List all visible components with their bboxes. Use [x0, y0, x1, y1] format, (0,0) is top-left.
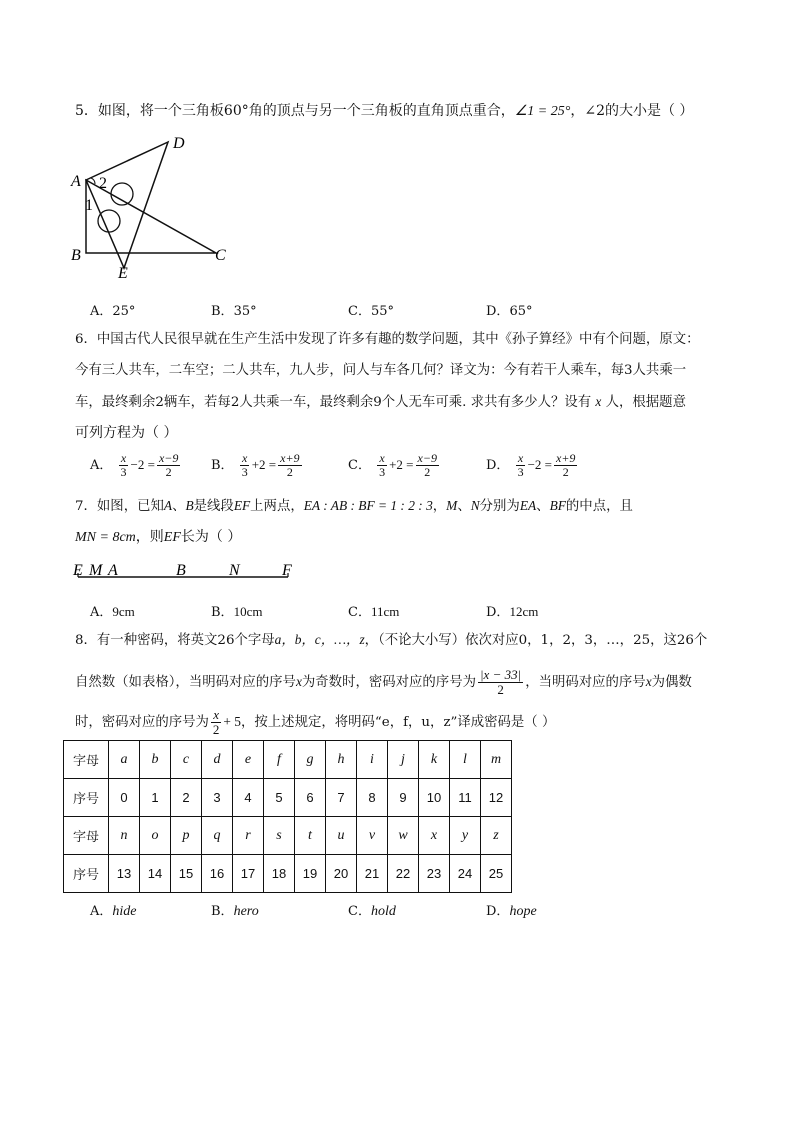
q6-line-3: 车，最终剩余2辆车，若每2人共乘一车，最终剩余9个人无车可乘. 求共有多少人？设有 x 人，根据题意 [75, 394, 686, 410]
q6-option-c[interactable]: C． $\frac{x}{3}$ +2 = $\frac{x-9}{2}$ [348, 451, 437, 479]
q5-option-d[interactable]: D．65° [486, 304, 533, 319]
q5-option-a[interactable]: A．25° [90, 304, 136, 319]
ratio-expression: EA : AB : BF = 1 : 2 : 3 [303, 498, 433, 513]
seg-F-label: F [282, 562, 292, 579]
table-header-cell: 序号 [64, 779, 109, 817]
q6-line-1: 6．中国古代人民很早就在生产生活中发现了许多有趣的数学问题，其中《孙子算经》中有个问题，原文： [75, 332, 700, 347]
q8-option-b[interactable]: B．hero [211, 904, 259, 919]
q7-option-c[interactable]: C．11cm [348, 604, 400, 620]
q5-figure [66, 132, 236, 282]
table-header-cell: 序号 [64, 855, 109, 893]
q8-line-1: 8．有一种密码，将英文26个字母a，b，c，…，z，（不论大小写）依次对应0，1，2，3，…，25，这26个 [75, 632, 708, 648]
q8-option-a[interactable]: A．hide [90, 904, 137, 919]
angle-1-label: 1 [85, 197, 93, 214]
q8-option-d[interactable]: D．hope [486, 904, 537, 919]
q7-option-a[interactable]: A．9cm [90, 604, 135, 620]
table-row: 字母 n o p q r s t u v w x y z [64, 817, 512, 855]
even-formula: $\frac{x}{2}$ [212, 707, 220, 737]
q7-option-d[interactable]: D．12cm [486, 604, 539, 620]
q7-segment-figure [70, 558, 310, 588]
seg-M-label: M [89, 562, 103, 579]
point-B-label: B [71, 247, 81, 264]
angle-2-label: 2 [99, 175, 107, 192]
table-header-cell: 字母 [64, 741, 109, 779]
q8-line-3: 时，密码对应的序号为 $\frac{x}{2}$ + 5，按上述规定，将明码“e，f，u，z”译成密码是（ ） [75, 707, 556, 737]
q8-line-2: 自然数（如表格），当明码对应的序号x为奇数时，密码对应的序号为 $\frac{|x - 33|}{2}$ ，当明码对应的序号x为偶数 [75, 667, 692, 697]
q7-line-2: MN = 8cm，则EF长为（ ） [75, 529, 242, 545]
q5-stem: 5．如图，将一个三角板60°角的顶点与另一个三角板的直角顶点重合，∠1 = 25°，∠2的大小是（ ） [75, 103, 694, 119]
q8-option-c[interactable]: C．hold [348, 904, 396, 919]
angle1-expression: ∠1 = 25° [514, 104, 571, 119]
q7-line-1: 7．如图，已知A、B是线段EF上两点，EA : AB : BF = 1 : 2 : 3，M、N分别为EA、BF的中点，且 [75, 498, 633, 514]
table-row: 字母 a b c d e f g h i j k l m [64, 741, 512, 779]
seg-N-label: N [229, 562, 240, 579]
q6-option-b[interactable]: B． $\frac{x}{3}$ +2 = $\frac{x+9}{2}$ [211, 451, 300, 479]
point-C-label: C [215, 247, 226, 264]
q6-option-d[interactable]: D． $\frac{x}{3}$ −2 = $\frac{x+9}{2}$ [486, 451, 576, 479]
seg-E-label: E [73, 562, 83, 579]
seg-A-label: A [108, 562, 118, 579]
seg-B-label: B [176, 562, 186, 579]
odd-formula: $\frac{|x - 33|}{2}$ [479, 667, 522, 697]
q7-option-b[interactable]: B．10cm [211, 604, 263, 620]
q6-line-4: 可列方程为（ ） [75, 425, 178, 441]
q6-option-a[interactable]: A． $\frac{x}{3}$ −2 = $\frac{x-9}{2}$ [90, 451, 179, 479]
table-header-cell: 字母 [64, 817, 109, 855]
table-row: 序号 0 1 2 3 4 5 6 7 8 9 10 11 12 [64, 779, 512, 817]
q6-line-2: 今有三人共车，二车空；二人共车，九人步，问人与车各几何？译文为：今有若干人乘车，每3人共乘一 [75, 363, 687, 378]
q5-option-b[interactable]: B．35° [211, 304, 257, 319]
table-row: 序号 13 14 15 16 17 18 19 20 21 22 23 24 25 [64, 855, 512, 893]
point-A-label: A [71, 173, 81, 190]
q5-option-c[interactable]: C．55° [348, 304, 394, 319]
point-D-label: D [173, 135, 185, 152]
mn-expression: MN = 8cm [75, 530, 136, 545]
point-E-label: E [118, 265, 128, 282]
cipher-table [63, 740, 512, 893]
